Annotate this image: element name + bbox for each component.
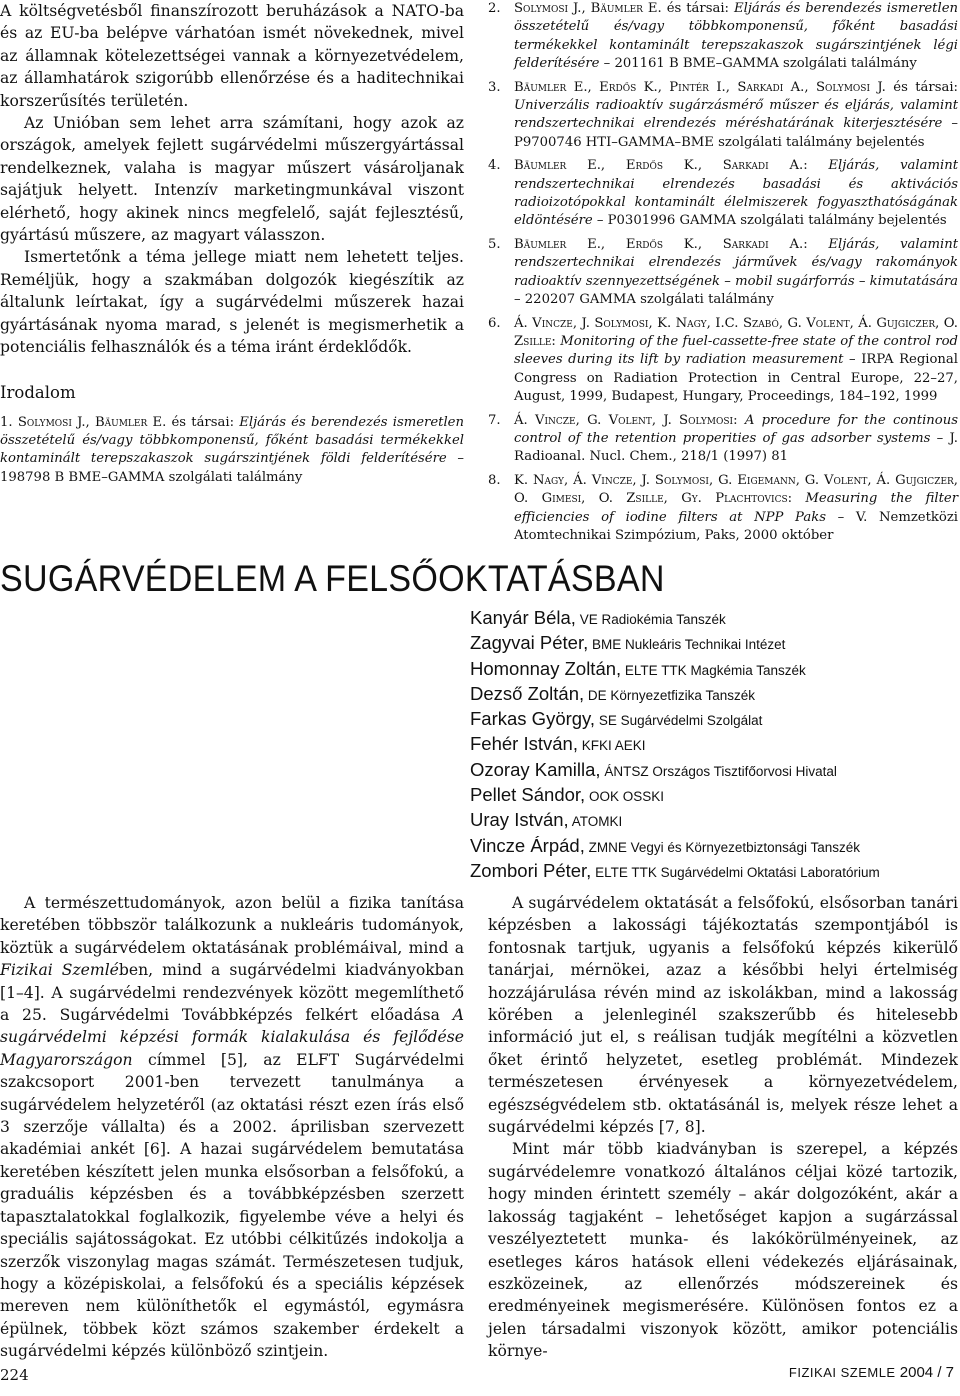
author-name: Zombori Péter,: [470, 859, 592, 881]
reference-number: 2.: [488, 1, 501, 16]
author-list: [470, 606, 960, 884]
journal-footer: [789, 1364, 954, 1381]
top-right-column: [488, 0, 958, 550]
reference-authors: Á. Vincze, G. Volent, J. Solymosi: [514, 412, 734, 428]
references-heading: Irodalom: [0, 382, 76, 402]
author-line: [470, 758, 960, 783]
reference-source: – J. Radioanal. Nucl. Chem., 218/1 (1997) 81: [514, 430, 958, 465]
author-line: [470, 859, 960, 884]
reference-item: [488, 79, 958, 153]
author-affiliation: DE Környezetfizika Tanszék: [584, 687, 755, 703]
author-name: Pellet Sándor,: [470, 784, 586, 806]
reference-lead: és társai:: [661, 1, 734, 16]
author-name: Kanyár Béla,: [470, 607, 576, 628]
reference-number: 6.: [488, 315, 501, 331]
author-name: Ozoray Kamilla,: [470, 758, 601, 780]
top-left-column: [0, 0, 464, 487]
paragraph: Az Unióban sem lehet arra számítani, hogy azok az országok, amelyek fejlett sugárvédelmi műszergyártással rendelkeznek, valaha is magyar műszert vásároljanak sajátjuk helyett. Intenzív marketingmunkával viszont elérhető, hogy akinek nincs megfelelő, saját fejlesztésű, gyártású műszere, az magyart válasszon.: [0, 114, 464, 245]
article-title: SUGÁRVÉDELEM A FELSŐOKTATÁSBAN: [0, 558, 665, 599]
reference-list: [488, 0, 958, 545]
author-line: [470, 682, 960, 707]
reference-source: – P0301996 GAMMA szolgálati találmány bejelentés: [592, 213, 947, 229]
author-affiliation: ÁNTSZ Országos Tisztifőorvosi Hivatal: [600, 763, 837, 779]
reference-item: [488, 315, 958, 407]
paragraph: A költségvetésből finanszírozott beruházások a NATO-ba és az EU-ba belépve várhatóan ismét növekednek, mivel az államnak kötelezettségei vannak a környezetvédelem, az államhatárok szigorúbb ellenőrzése és a haditechnikai korszerűsítés területén.: [0, 2, 464, 110]
paragraph: Ismertetőnk a téma jellege miatt nem lehetett teljes. Reméljük, hogy a szakmában dolgozók kiegészítik az általunk leírtakat, így a sugárvédelmi műszerek hazai gyártásának nyoma marad, s jelenét is megismerhetik a potenciális felhasználók és a téma iránt érdeklődők.: [0, 248, 464, 357]
reference-lead: :: [803, 158, 829, 174]
reference-item: [488, 0, 958, 74]
reference-lead: :: [787, 491, 806, 507]
reference-number: 3.: [488, 79, 501, 95]
author-name: Fehér István,: [470, 733, 578, 755]
reference-title: Eljárás és berendezés ismeretlen összetételű és/vagy többkomponensű, főként basadási termékekkel kontaminált terepszakaszok sugárszintjének légi felderítésére: [514, 1, 958, 72]
author-line: [470, 631, 960, 656]
reference-lead: :: [803, 236, 829, 252]
author-affiliation: ELTE TTK Magkémia Tanszék: [621, 662, 806, 678]
paragraph: A természettudományok, azon belül a fizika tanítása keretében többször találkozunk a nukleáris tudományok, köztük a sugárvédelem oktatásának problémáival, mind a Fizikai Szemlében, mind a sugárvédelmi kiadványokban [1–4]. A sugárvédelmi rendezvények között megemlíthető a 25. Sugárvédelmi Továbbképzés felkért előadása A sugárvédelmi képzési formák kialakulása és fejlődése Magyarországon címmel [5], az ELFT Sugárvédelmi szakcsoport 2001-ben tervezett tanulmánya a sugárvédelem helyzetéről (az oktatási részt ezen írás első 3 szerzője vállalta) és a 2002. áprilisban szervezett akadémiai ankét [6]. A hazai sugárvédelem bemutatása keretében készített jelen munka elsősorban a felsőfokú, a graduális képzésben és a továbbképzésben szerzett tapasztalatokkal foglalkozik, figyelembe véve a helyi és speciális sajátosságokat. Ez utóbbi célkitűzés indokolja a szerzők viszonylag magas számát. Természetesen tudjuk, hogy a középiskolai, a felsőfokú és a speciális képzések mereven nem különíthetők el egymástól, egymásra épülnek, többek közt számos szakember érdekelt a sugárvédelmi képzés különböző szintjein.: [0, 894, 464, 1361]
author-name: Vincze Árpád,: [470, 834, 585, 856]
reference-lead: és társai:: [166, 414, 240, 430]
reference-item: [488, 236, 958, 310]
reference-title: Eljárás, valamint rendszertechnikai elrendezés járművek és/vagy rakományok radioaktív szennyezettségének – mobil sugárforrás – kimutatására: [514, 236, 958, 289]
author-name: Uray István,: [470, 809, 569, 831]
reference-number: 4.: [488, 158, 501, 174]
bottom-left-column: [0, 892, 464, 1363]
reference-number: 7.: [488, 412, 501, 428]
reference-authors: Solymosi J., Bäumler E.: [514, 1, 662, 16]
author-affiliation: SE Sugárvédelmi Szolgálat: [595, 713, 763, 729]
reference-lead: és társai:: [885, 79, 958, 95]
author-line: [470, 707, 960, 732]
reference-title: Univerzális radioaktív sugárzásmérő műszer és eljárás, valamint rendszertechnikai elrendezés méréshatárának kiterjesztésére: [514, 98, 958, 132]
reference-source: – IRPA Regional Congress on Radiation Protection in Central Europe, 22–27, August, 1999, Budapest, Hungary, Proceedings, 184–192, 1999: [514, 352, 959, 405]
reference-title: A procedure for the continous control of the retention properities of gas adsorber systems: [514, 412, 958, 446]
reference-number: 8.: [488, 472, 501, 488]
paragraph: Mint már több kiadványban is szerepel, a képzés sugárvédelemre vonatkozó általános céljai közé tartozik, hogy minden érintett személy – akár dolgozóként, akár a lakosság tagjaként – lehetőséget kapjon a sugárzással veszélyeztetett munka- és lakókörülményeinek, az esetleges káros hatások elleni védekezés eljárásainak, eszközeinek, az ellenőrzés módszereinek és eredményeinek megismerésére. Különösen fontos ez a jelen társadalmi viszonyok között, amikor potenciális környe-: [488, 1140, 958, 1361]
reference-source: – P9700746 HTI–GAMMA–BME szolgálati találmány bejelentés: [514, 116, 958, 150]
page-number: 224: [0, 1366, 29, 1384]
author-line: [470, 657, 960, 682]
reference-source: – 220207 GAMMA szolgálati találmány: [514, 292, 774, 308]
author-line: [470, 808, 960, 833]
reference-authors: Bäumler E., Erdős K., Sarkadi A.: [514, 236, 804, 252]
paragraph: A sugárvédelem oktatását a felsőfokú, elsősorban tanári képzésben a lakossági tájékoztatás szempontjából is fontosnak tartjuk, ugyanis a felsőfokú képzés kikerülő tanárjai, mérnökei, azaz a későbbi helyi értelmiség hozzájárulása révén mind az iskolákban, mind a lakosság körében a jelenleginél szakszerűbb és hitelesebb információ jut el, s reálisan tudják megítélni a közvetlen őket érintő helyzetet, esetleg problémát. Mindezek természetesen érvényesek a környezetvédelem, egészségvédelem stb. oktatásánál is, melyek része lehet a sugárvédelmi képzés [7, 8].: [488, 894, 958, 1137]
author-affiliation: ATOMKI: [568, 814, 623, 830]
author-line: [470, 732, 960, 757]
bottom-right-column: [488, 892, 958, 1363]
reference-authors: Á. Vincze, J. Solymosi, K. Nagy, I.C. Szabó, G. Volent, Á. Gujgiczer, O. Zsille: [514, 315, 958, 349]
reference-item: [488, 157, 958, 231]
author-line: [470, 606, 960, 631]
reference-item: [488, 472, 958, 546]
reference-item: [488, 412, 958, 467]
reference-lead: :: [551, 333, 561, 349]
author-affiliation: KFKI AEKI: [577, 738, 646, 754]
reference-title: Measuring the filter efficiencies of iodine filters at NPP Paks: [514, 491, 959, 525]
author-name: Homonnay Zoltán,: [470, 657, 622, 679]
reference-source: – 201161 B BME–GAMMA szolgálati találmány: [599, 56, 917, 72]
reference-authors: Solymosi J., Bäumler E.: [17, 414, 167, 430]
reference-number: 5.: [488, 236, 501, 252]
author-affiliation: ELTE TTK Sugárvédelmi Oktatási Laboratórium: [591, 864, 880, 880]
reference-1: [0, 414, 464, 488]
reference-authors: Bäumler E., Erdős K., Sarkadi A.: [514, 158, 804, 174]
author-line: [470, 783, 960, 808]
author-name: Farkas György,: [470, 708, 596, 730]
reference-authors: Bäumler E., Erdős K., Pintér I., Sarkadi A., Solymosi J.: [514, 79, 886, 95]
reference-authors: K. Nagy, Á. Vincze, J. Solymosi, G. Eigemann, G. Volent, Á. Gujgiczer, O. Gimesi, O. Zsille, Gy. Plachtovics: [514, 472, 958, 507]
reference-title: Eljárás és berendezés ismeretlen összetételű és/vagy többkomponensű, főként basadási termékekkel kontaminált terepszakaszok sugárszintjének földi felderítésére: [0, 414, 464, 467]
author-affiliation: BME Nukleáris Technikai Intézet: [588, 637, 786, 653]
reference-source: – 198798 B BME–GAMMA szolgálati találmány: [0, 451, 464, 485]
reference-source: – V. Nemzetközi Atomtechnikai Szimpózium, Paks, 2000 október: [514, 509, 958, 543]
reference-title: Monitoring of the fuel-cassette-free state of the control rod sleeves during its lift by radiation measurement: [514, 333, 958, 368]
reference-lead: :: [733, 412, 745, 428]
journal-name: FIZIKAI SZEMLE: [788, 1365, 896, 1380]
author-affiliation: OOK OSSKI: [585, 789, 664, 805]
journal-issue: 2004 / 7: [899, 1364, 954, 1381]
author-affiliation: VE Radiokémia Tanszék: [575, 612, 726, 627]
author-name: Dezső Zoltán,: [470, 682, 585, 704]
reference-number: 1.: [0, 414, 13, 430]
author-line: [470, 834, 960, 859]
reference-title: Eljárás, valamint rendszertechnikai elrendezés basadási és aktivációs radioizotópokkal kontaminált élelmiszerek fogyaszthatóságának eldöntésére: [514, 158, 958, 229]
author-name: Zagyvai Péter,: [470, 632, 589, 654]
author-affiliation: ZMNE Vegyi és Környezetbiztonsági Tanszék: [584, 839, 860, 855]
